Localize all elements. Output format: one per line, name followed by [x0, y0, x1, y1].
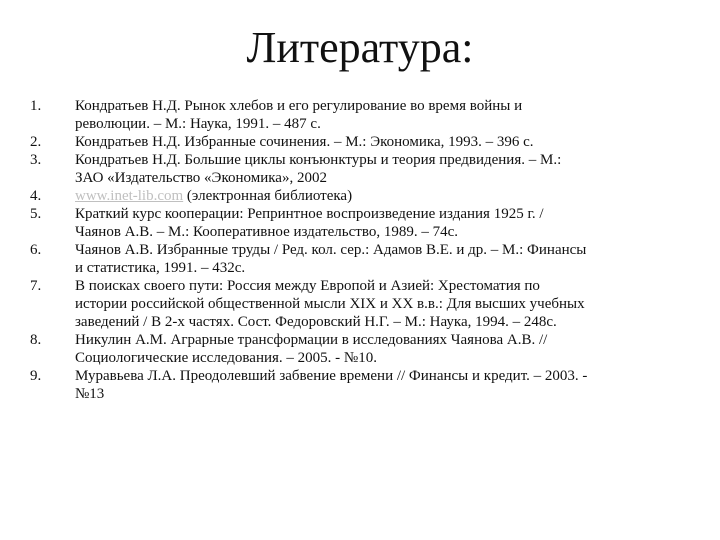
slide-title: Литература:: [246, 23, 474, 72]
reference-number: 3.: [30, 152, 42, 168]
reference-text: [75, 205, 700, 241]
reference-line: и статистика, 1991. – 432с.: [75, 260, 246, 276]
reference-text: [75, 241, 700, 277]
reference-number: 6.: [30, 242, 42, 258]
reference-line: Социологические исследования. – 2005. - №10.: [75, 350, 377, 366]
link-description: (электронная библиотека): [183, 188, 353, 204]
reference-line: №13: [75, 386, 105, 402]
reference-text: [75, 97, 700, 133]
reference-number: 1.: [30, 98, 42, 114]
reference-text: [75, 133, 700, 151]
reference-text: [75, 367, 700, 403]
reference-line: В поисках своего пути: Россия между Европой и Азией: Хрестоматия по: [75, 278, 540, 294]
reference-number: 7.: [30, 278, 42, 294]
reference-number: 5.: [30, 206, 42, 222]
reference-number: 4.: [30, 188, 42, 204]
reference-item: [30, 97, 700, 133]
reference-line: Краткий курс кооперации: Репринтное воспроизведение издания 1925 г. /: [75, 206, 544, 222]
reference-item: [30, 241, 700, 277]
reference-line: [75, 187, 700, 205]
reference-line: Чаянов А.В. – М.: Кооперативное издательство, 1989. – 74с.: [75, 224, 458, 240]
reference-text: [75, 187, 700, 205]
reference-item: [30, 277, 700, 331]
reference-line: Муравьева Л.А. Преодолевший забвение времени // Финансы и кредит. – 2003. -: [75, 368, 588, 384]
reference-line: Чаянов А.В. Избранные труды / Ред. кол. сер.: Адамов В.Е. и др. – М.: Финансы: [75, 242, 587, 258]
reference-line: Кондратьев Н.Д. Избранные сочинения. – М.: Экономика, 1993. – 396 с.: [75, 134, 534, 150]
reference-item: [30, 367, 700, 403]
reference-number: 8.: [30, 332, 42, 348]
reference-text: [75, 331, 700, 367]
reference-list: [30, 97, 700, 403]
reference-text: [75, 277, 700, 331]
reference-line: ЗАО «Издательство «Экономика», 2002: [75, 170, 327, 186]
reference-number: 2.: [30, 134, 42, 150]
reference-item: [30, 151, 700, 187]
reference-item: [30, 187, 700, 205]
reference-line: Кондратьев Н.Д. Большие циклы конъюнктуры и теория предвидения. – М.:: [75, 152, 562, 168]
reference-line: Кондратьев Н.Д. Рынок хлебов и его регулирование во время войны и: [75, 98, 523, 114]
reference-line: революции. – М.: Наука, 1991. – 487 с.: [75, 116, 321, 132]
reference-text: [75, 151, 700, 187]
reference-line: заведений / В 2-х частях. Сост. Федоровский Н.Г. – М.: Наука, 1994. – 248с.: [75, 314, 557, 330]
reference-item: [30, 205, 700, 241]
reference-line: Никулин А.М. Аграрные трансформации в исследованиях Чаянова А.В. //: [75, 332, 548, 348]
library-link[interactable]: www.inet-lib.com: [75, 188, 184, 204]
reference-item: [30, 133, 700, 151]
reference-line: истории российской общественной мысли XIX и XX в.в.: Для высших учебных: [75, 296, 585, 312]
reference-number: 9.: [30, 368, 42, 384]
reference-item: [30, 331, 700, 367]
